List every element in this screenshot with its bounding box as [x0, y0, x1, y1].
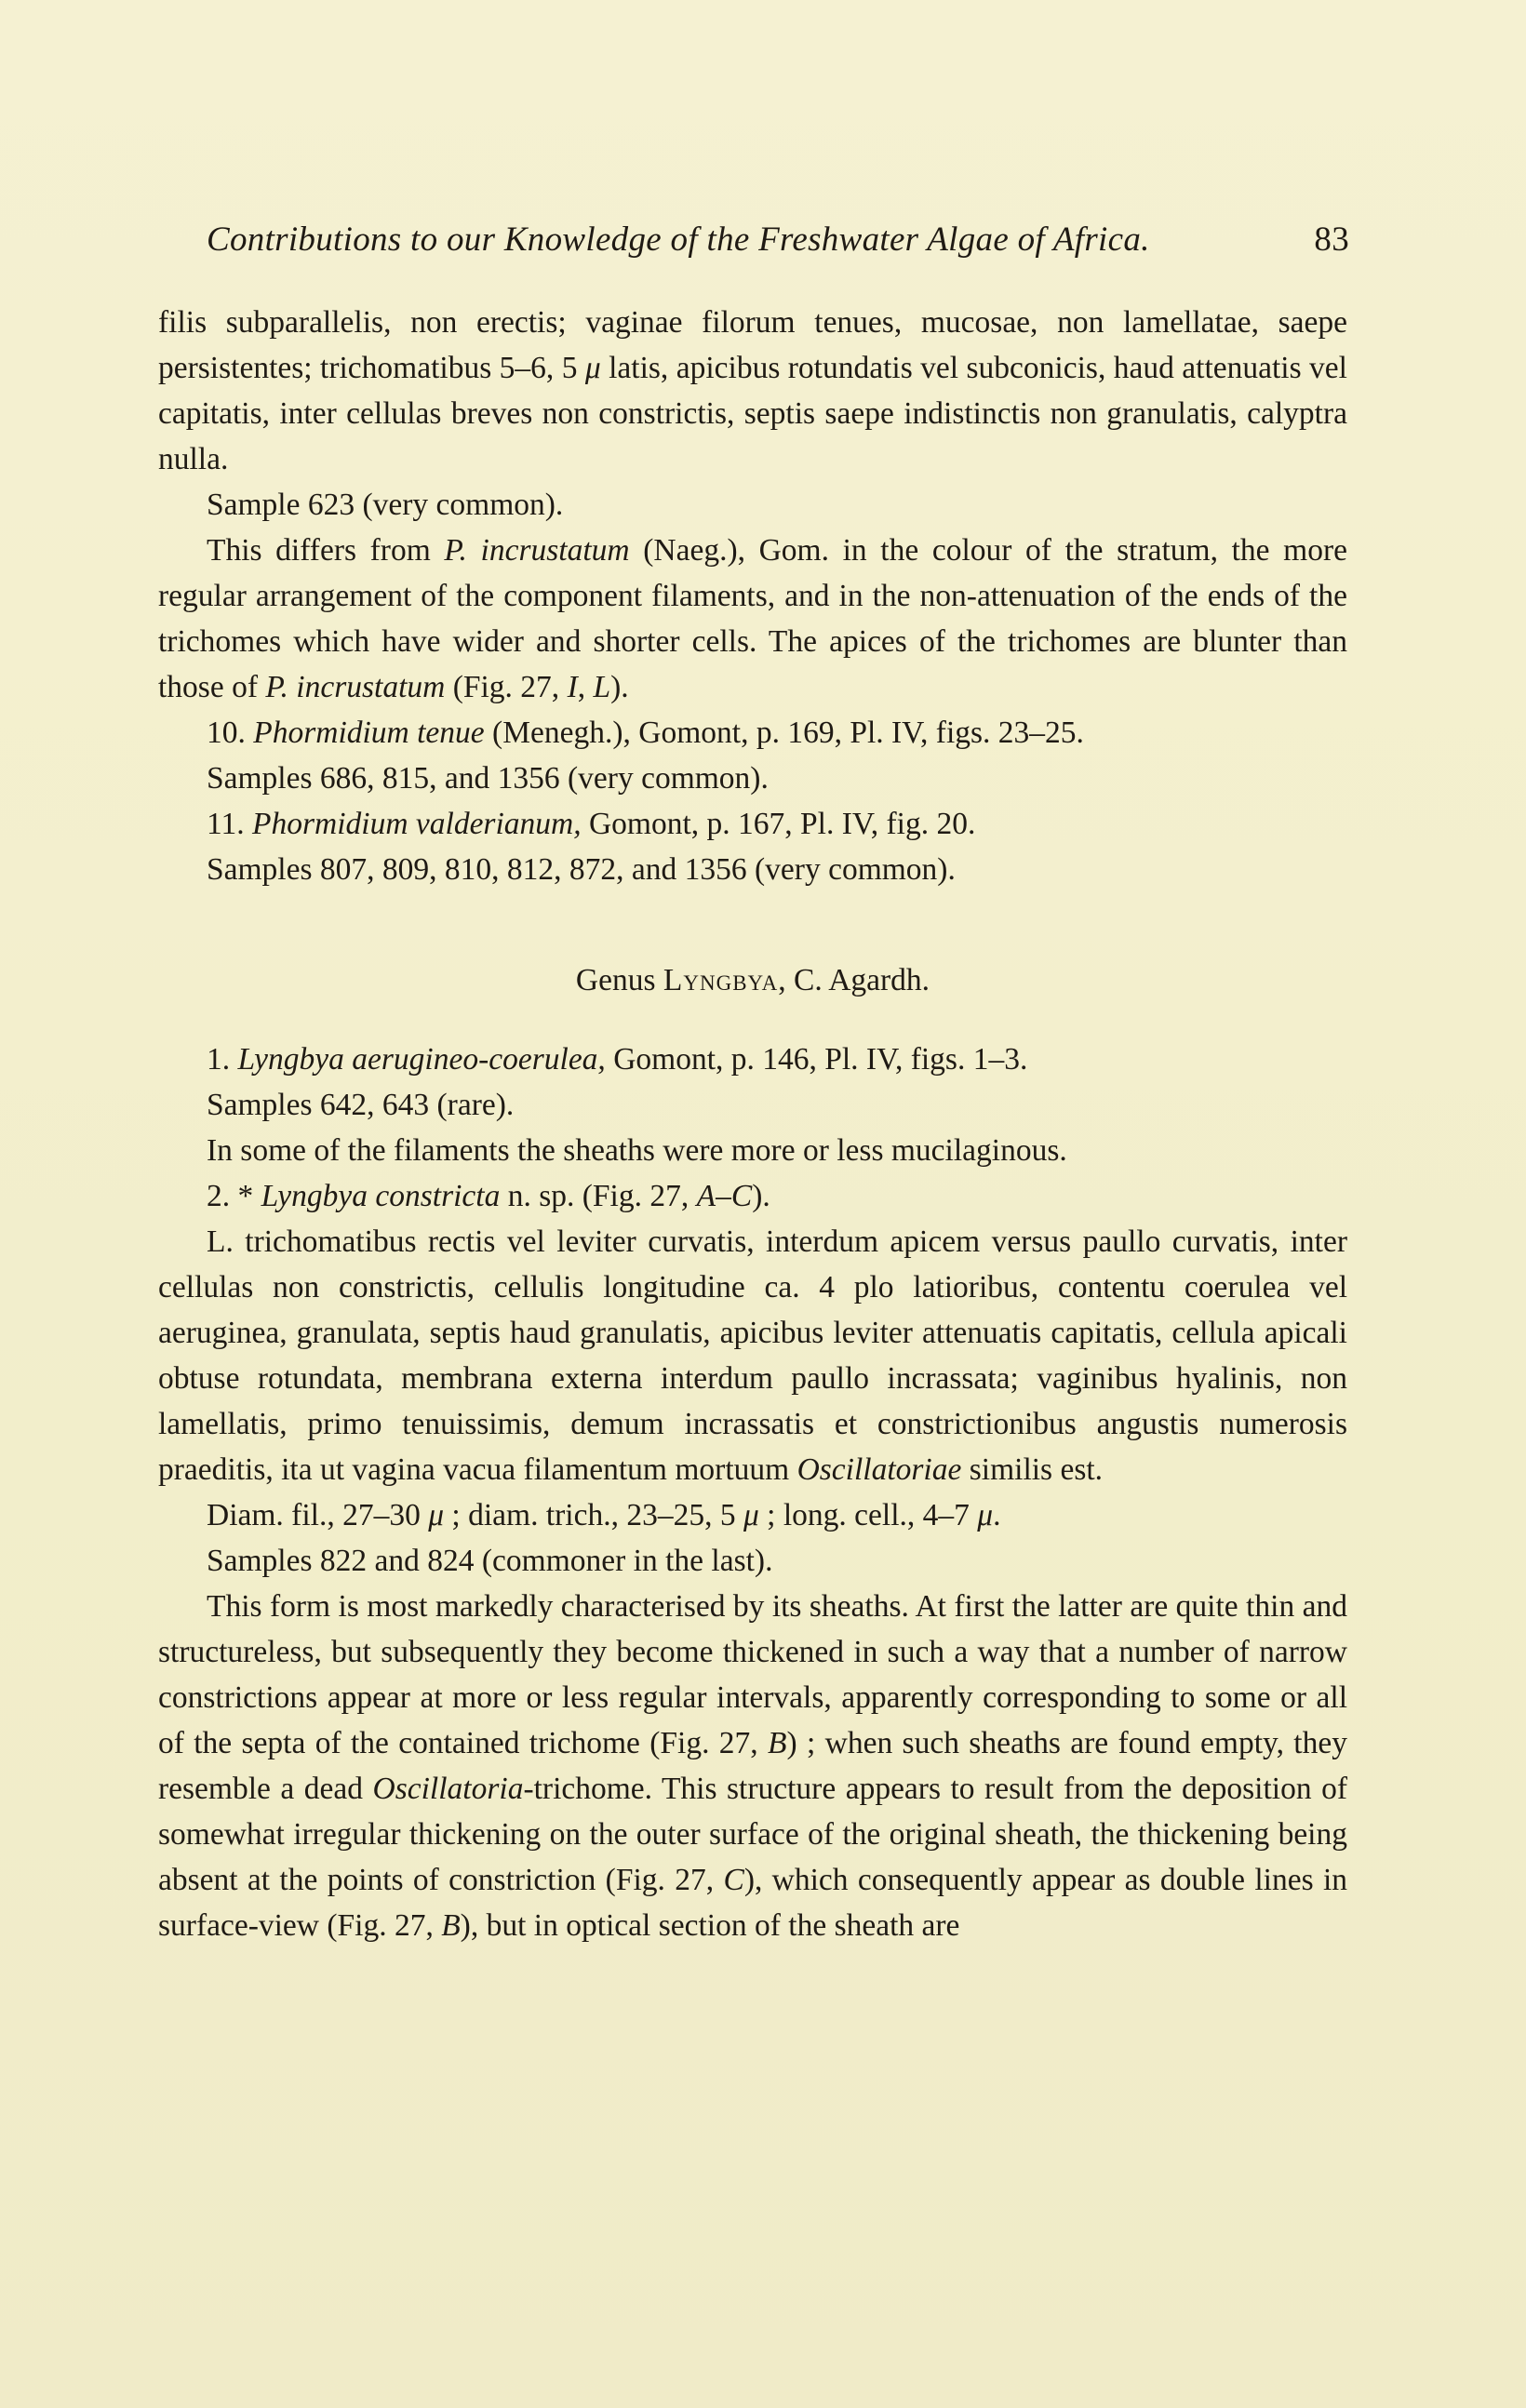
body-text	[158, 300, 1347, 1948]
paragraph-description: This form is most markedly characterised by its sheaths. At first the latter are quite thin and structureless, but subsequently they become thickened in such a way that a number of narrow constrictions appear at more or less regular intervals, apparently corresponding to some or all of the septa of the contained trichome (Fig. 27, B) ; when such sheaths are found empty, they resemble a dead Oscillatoria-trichome. This structure appears to result from the deposition of somewhat irregular thickening on the outer surface of the original sheath, the thickening being absent at the points of constriction (Fig. 27, C), which consequently appear as double lines in surface-view (Fig. 27, B), but in optical section of the sheath are	[158, 1589, 1347, 1943]
latin-diagnosis: L. trichomatibus rectis vel leviter curvatis, interdum apicem versus paullo curvatis, inter cellulas non constrictis, cellulis longitudine ca. 4 plo latioribus, contentu coerulea vel aeruginea, granulata, septis haud granulatis, apicibus leviter attenuatis capitatis, cellula apicali obtuse rotundata, membrana externa interdum paullo incrassata; vaginibus hyalinis, non lamellatis, primo tenuissimis, demum incrassatis et constrictionibus angustis numerosis praeditis, ita ut vagina vacua filamentum mortuum Oscillatoriae similis est.	[158, 1224, 1347, 1487]
running-title: Contributions to our Knowledge of the Freshwater Algae of Africa.	[207, 221, 1150, 259]
paragraph-comparison: This differs from P. incrustatum (Naeg.), Gom. in the colour of the stratum, the more regular arrangement of the component filaments, and in the non-attenuation of the ends of the trichomes which have wider and shorter cells. The apices of the trichomes are blunter than those of P. incrustatum (Fig. 27, I, L).	[158, 533, 1348, 704]
species-entry-11: 11. Phormidium valderianum, Gomont, p. 167, Pl. IV, fig. 20.	[207, 807, 976, 841]
species-entry-1: 1. Lyngbya aerugineo-coerulea, Gomont, p. 146, Pl. IV, figs. 1–3.	[207, 1042, 1028, 1077]
page-number: 83	[1314, 221, 1349, 259]
latin-diagnosis-continued: filis subparallelis, non erectis; vaginae filorum tenues, mucosae, non lamellatae, saepe persistentes; trichomatibus 5–6, 5 μ latis, apicibus rotundatis vel subconicis, haud attenuatis vel capitatis, inter cellulas breves non constrictis, septis saepe indistinctis non granulatis, calyptra nulla.	[158, 305, 1347, 476]
genus-heading: Genus Lyngbya, C. Agardh.	[575, 963, 930, 997]
running-header	[207, 220, 1349, 260]
paragraph-note: In some of the filaments the sheaths were more or less mucilaginous.	[207, 1133, 1067, 1168]
sample-record: Samples 807, 809, 810, 812, 872, and 1356 (very common).	[207, 852, 956, 887]
sample-record: Samples 642, 643 (rare).	[207, 1088, 515, 1122]
sample-record: Sample 623 (very common).	[207, 488, 564, 522]
sample-record: Samples 822 and 824 (commoner in the last).	[207, 1544, 773, 1578]
sample-record: Samples 686, 815, and 1356 (very common).	[207, 761, 769, 796]
measurements: Diam. fil., 27–30 μ ; diam. trich., 23–25, 5 μ ; long. cell., 4–7 μ.	[207, 1498, 1001, 1532]
species-entry-2: 2. * Lyngbya constricta n. sp. (Fig. 27, A–C).	[207, 1179, 770, 1213]
species-entry-10: 10. Phormidium tenue (Menegh.), Gomont, p. 169, Pl. IV, figs. 23–25.	[207, 716, 1084, 750]
